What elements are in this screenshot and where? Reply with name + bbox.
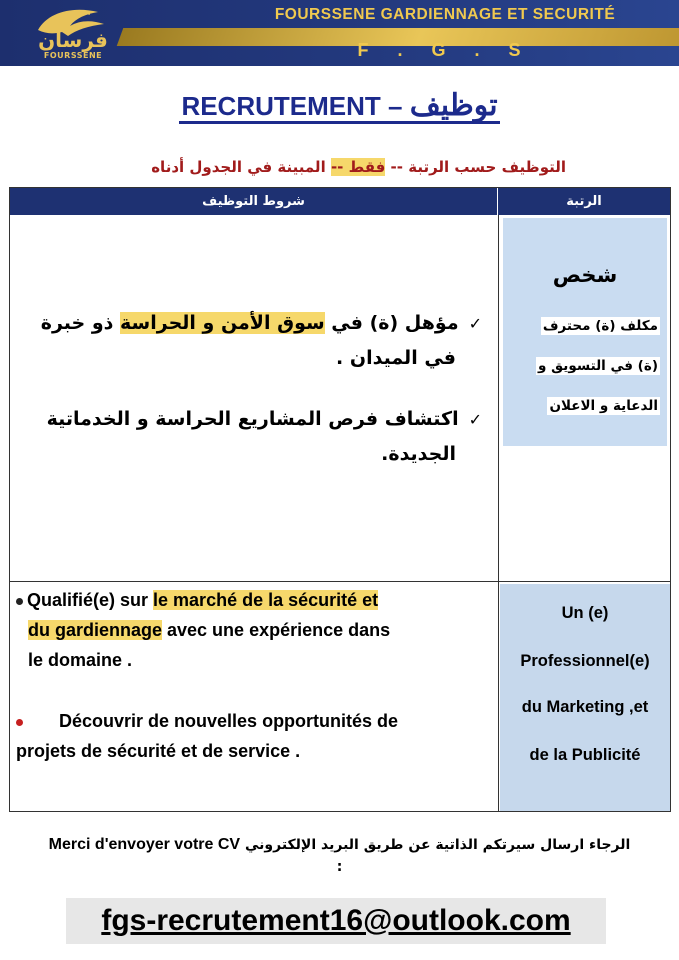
subtitle-part1: التوظيف حسب الرتبة -- bbox=[390, 158, 566, 176]
recruitment-table bbox=[9, 187, 671, 812]
rank-line-ar-1: مكلف (ة) محترف bbox=[542, 318, 658, 334]
bullet-icon bbox=[16, 719, 23, 726]
checkmark-icon: ✓ bbox=[468, 314, 482, 333]
rank-title-ar: شخص bbox=[552, 263, 618, 287]
rank-line-fr-1: Un (e) bbox=[561, 604, 609, 622]
title-fr: RECRUTEMENT bbox=[181, 91, 381, 121]
column-divider bbox=[498, 215, 499, 811]
footer-instructions bbox=[0, 834, 679, 878]
subtitle-part2: المبينة في الجدول أدناه bbox=[151, 158, 326, 176]
company-acronym: F . G . S bbox=[357, 40, 533, 60]
rank-line-fr-4: de la Publicité bbox=[529, 746, 641, 764]
condition-fr-2: Découvrir de nouvelles opportunités de projets de sécurité et de service . bbox=[16, 711, 399, 761]
logo-text-arabic: فرسان bbox=[38, 28, 108, 52]
rank-line-ar-2: (ة) في التسويق و bbox=[538, 358, 658, 374]
footer-colon: : bbox=[336, 859, 343, 875]
header-rank: الرتبة bbox=[566, 194, 602, 209]
row-divider bbox=[10, 581, 670, 582]
title-ar: توظيف bbox=[409, 89, 498, 122]
page-title bbox=[0, 88, 679, 123]
rank-line-fr-2: Professionnel(e) bbox=[520, 652, 650, 670]
company-name: FOURSSENE GARDIENNAGE ET SECURITÉ bbox=[274, 6, 616, 23]
rank-line-ar-3: الدعاية و الاعلان bbox=[549, 398, 658, 414]
condition-ar-1: ✓مؤهل (ة) في سوق الأمن و الحراسة ذو خبرة في الميدان . bbox=[40, 312, 482, 369]
header-banner bbox=[0, 0, 679, 66]
header-conditions: شروط التوظيف bbox=[10, 188, 498, 215]
rank-line-fr-3: du Marketing ,et bbox=[521, 698, 649, 716]
condition-fr-1: Qualifié(e) sur le marché de la sécurité et du gardiennage avec une expérience dans le domaine . bbox=[16, 585, 492, 675]
title-dash: – bbox=[388, 91, 403, 121]
checkmark-icon: ✓ bbox=[468, 410, 482, 429]
subtitle bbox=[10, 158, 566, 176]
footer-ar: الرجاء ارسال سيرتكم الذاتية عن طريق البريد الإلكتروني bbox=[244, 837, 631, 853]
footer-fr: Merci d'envoyer votre CV bbox=[48, 836, 241, 853]
contact-email[interactable]: fgs-recrutement16@outlook.com bbox=[66, 898, 606, 944]
bullet-icon bbox=[16, 598, 23, 605]
table-header bbox=[10, 188, 670, 215]
condition-ar-2: ✓اكتشاف فرص المشاريع الحراسة و الخدماتية الجديدة. bbox=[46, 408, 482, 465]
logo-text-latin: FOURSSENE bbox=[43, 51, 103, 60]
subtitle-highlight: فقط -- bbox=[330, 158, 386, 176]
